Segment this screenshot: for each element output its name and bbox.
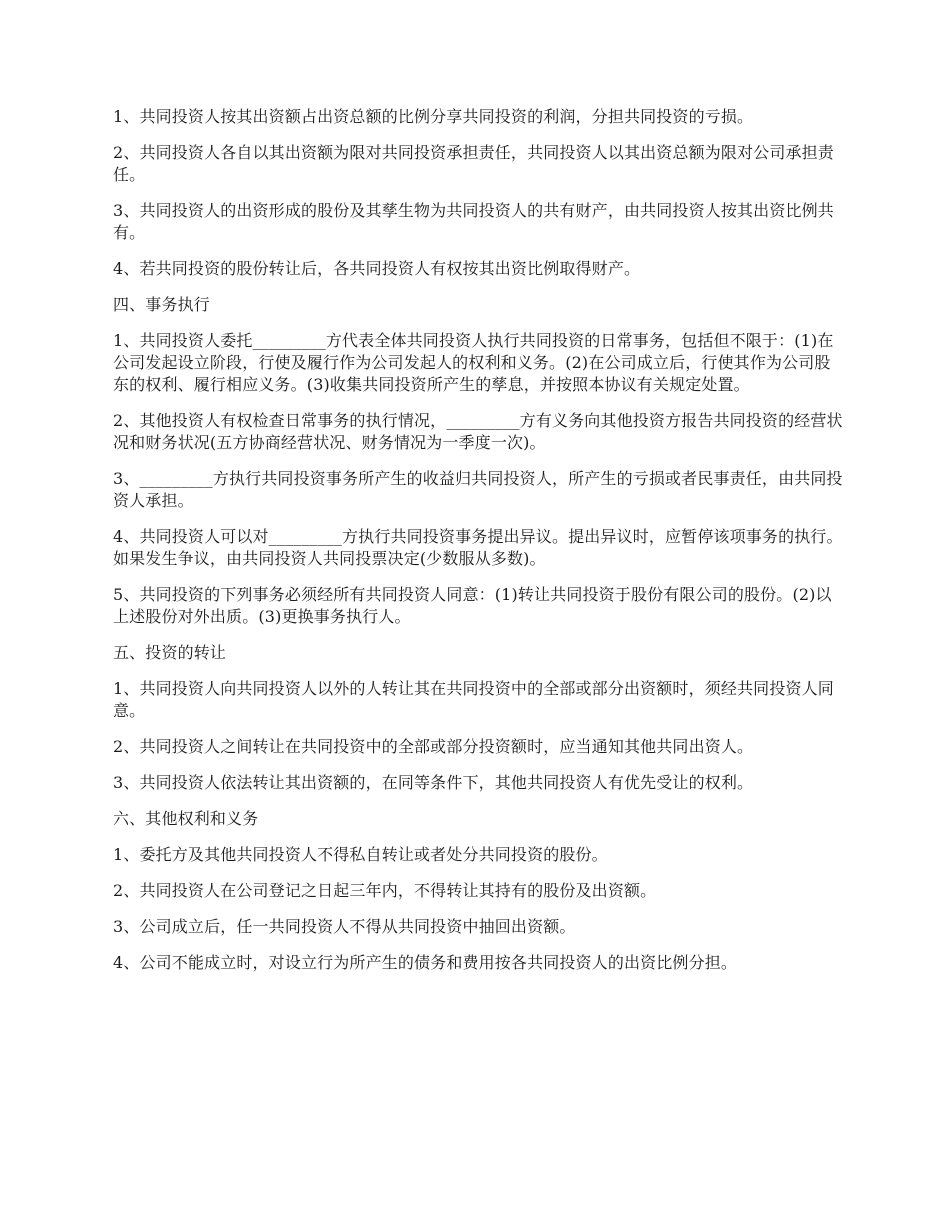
paragraph: 1、共同投资人按其出资额占出资总额的比例分享共同投资的利润，分担共同投资的亏损。 bbox=[113, 107, 754, 126]
paragraph: 1、共同投资人委托_________方代表全体共同投资人执行共同投资的日常事务，包括但不限于：(1)在公司发起设立阶段，行使及履行作为公司发起人的权利和义务。(2)在公司成立后，行使其作为公司股东的权利、履行相应义务。(3)收集共同投资所产生的孳息，并按照本协议有关规定处置。 bbox=[113, 331, 834, 394]
paragraph: 3、_________方执行共同投资事务所产生的收益归共同投资人，所产生的亏损或者民事责任，由共同投资人承担。 bbox=[113, 469, 843, 510]
paragraph: 3、公司成立后，任一共同投资人不得从共同投资中抽回出资额。 bbox=[113, 917, 576, 936]
paragraph: 4、若共同投资的股份转让后，各共同投资人有权按其出资比例取得财产。 bbox=[113, 259, 641, 278]
paragraph: 5、共同投资的下列事务必须经所有共同投资人同意：(1)转让共同投资于股份有限公司的股份。(2)以上述股份对外出质。(3)更换事务执行人。 bbox=[113, 585, 832, 626]
paragraph: 2、共同投资人之间转让在共同投资中的全部或部分投资额时，应当通知其他共同出资人。 bbox=[113, 737, 754, 756]
paragraph: 3、共同投资人依法转让其出资额的，在同等条件下，其他共同投资人有优先受让的权利。 bbox=[113, 773, 754, 792]
document-page bbox=[113, 106, 843, 988]
paragraph: 1、共同投资人向共同投资人以外的人转让其在共同投资中的全部或部分出资额时，须经共同投资人同意。 bbox=[113, 679, 834, 720]
section-heading: 五、投资的转让 bbox=[113, 643, 227, 662]
paragraph: 2、共同投资人各自以其出资额为限对共同投资承担责任，共同投资人以其出资总额为限对公司承担责任。 bbox=[113, 143, 834, 184]
paragraph: 2、共同投资人在公司登记之日起三年内，不得转让其持有的股份及出资额。 bbox=[113, 881, 657, 900]
paragraph: 1、委托方及其他共同投资人不得私自转让或者处分共同投资的股份。 bbox=[113, 845, 608, 864]
paragraph: 4、共同投资人可以对_________方执行共同投资事务提出异议。提出异议时，应暂停该项事务的执行。如果发生争议，由共同投资人共同投票决定(少数服从多数)。 bbox=[113, 527, 843, 568]
section-heading: 四、事务执行 bbox=[113, 295, 210, 314]
paragraph: 4、公司不能成立时，对设立行为所产生的债务和费用按各共同投资人的出资比例分担。 bbox=[113, 953, 738, 972]
paragraph: 2、其他投资人有权检查日常事务的执行情况，_________方有义务向其他投资方报告共同投资的经营状况和财务状况(五方协商经营状况、财务情况为一季度一次)。 bbox=[113, 411, 843, 452]
section-heading: 六、其他权利和义务 bbox=[113, 809, 259, 828]
paragraph: 3、共同投资人的出资形成的股份及其孳生物为共同投资人的共有财产，由共同投资人按其出资比例共有。 bbox=[113, 201, 834, 242]
